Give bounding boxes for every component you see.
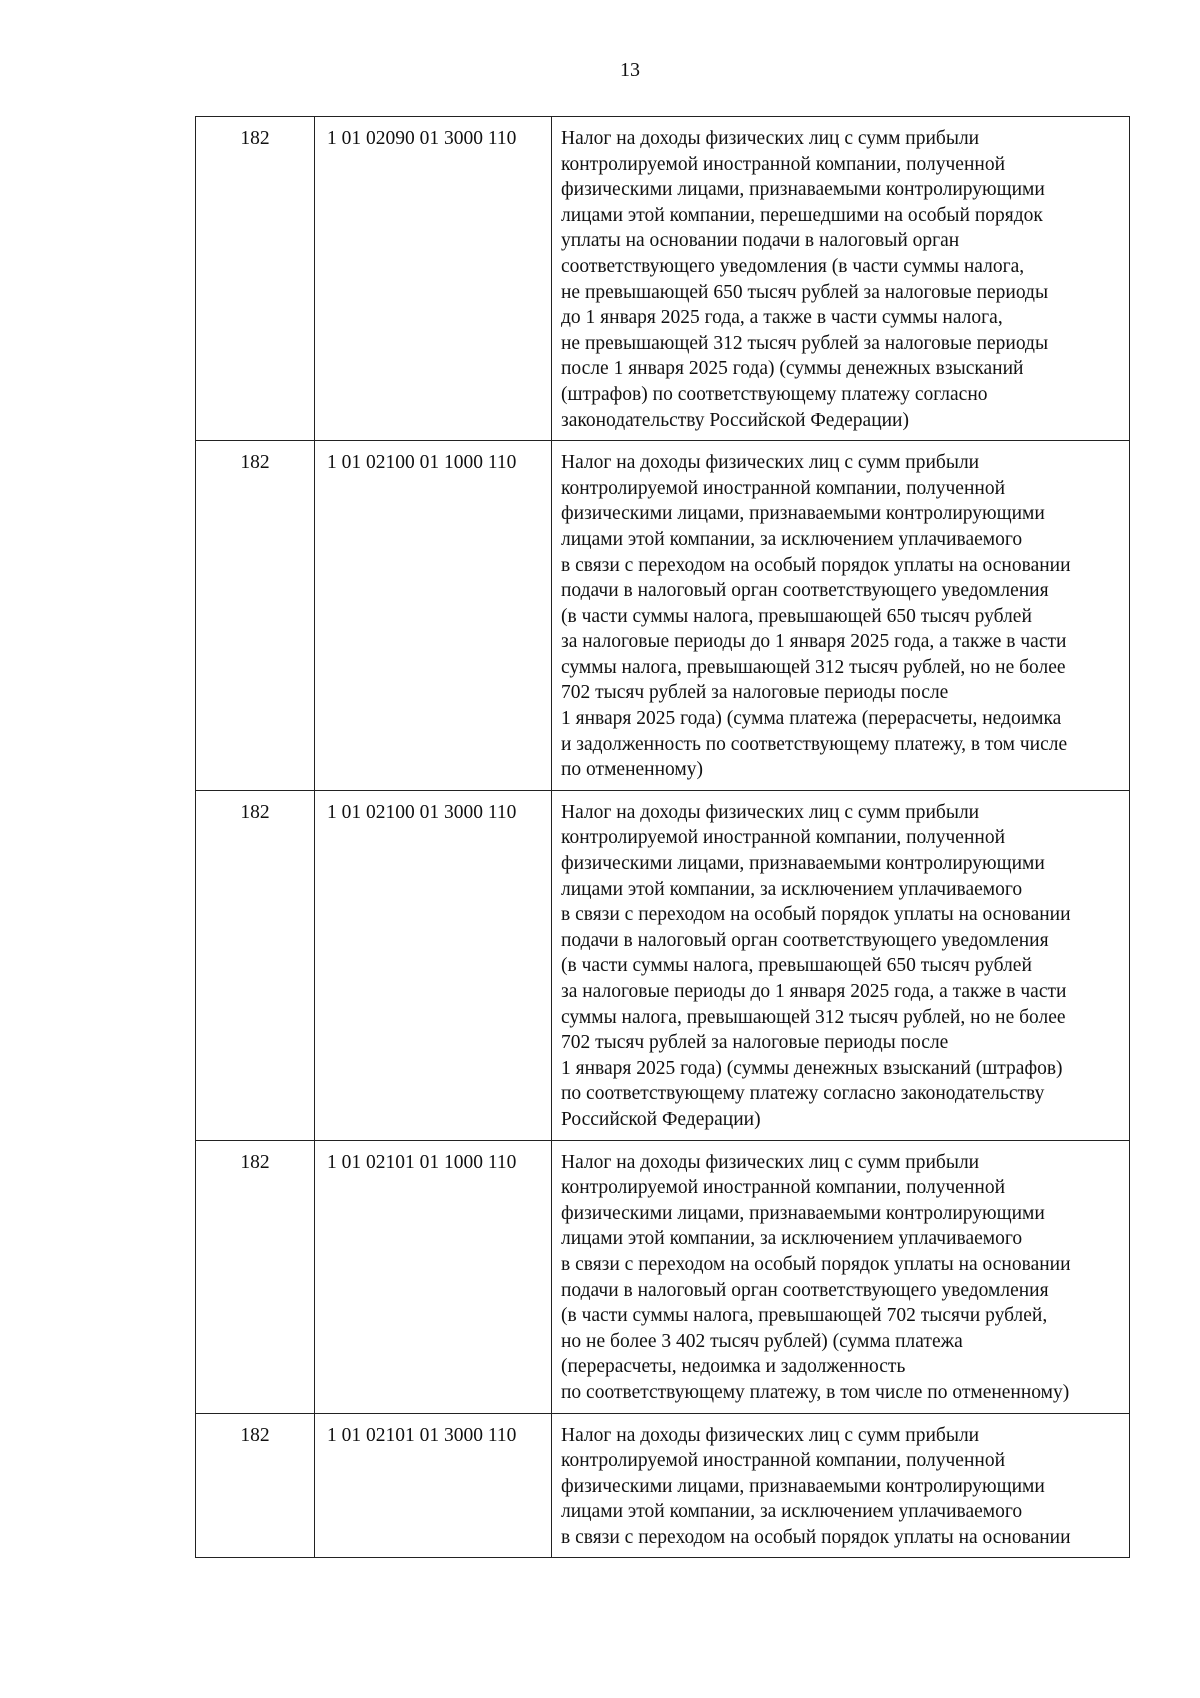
description-line: уплаты на основании подачи в налоговый орган: [561, 230, 960, 252]
admin-code-cell: 182: [196, 1140, 315, 1413]
description-line: подачи в налоговый орган соответствующего уведомления: [561, 580, 1049, 602]
description-line: не превышающей 312 тысяч рублей за налоговые периоды: [561, 332, 1049, 354]
table-body: [196, 117, 1130, 1558]
description-line: физическими лицами, признаваемыми контролирующими: [561, 503, 1045, 525]
description-line: не превышающей 650 тысяч рублей за налоговые периоды: [561, 281, 1049, 303]
description-line: соответствующего уведомления (в части суммы налога,: [561, 255, 1025, 277]
description-cell: [552, 1413, 1130, 1558]
description-line: (в части суммы налога, превышающей 650 тысяч рублей: [561, 955, 1032, 977]
description-line: по соответствующему платежу, в том числе по отмененному): [561, 1381, 1070, 1403]
description-line: в связи с переходом на особый порядок уплаты на основании: [561, 904, 1071, 926]
admin-code-cell: 182: [196, 117, 315, 441]
description-line: и задолженность по соответствующему платежу, в том числе: [561, 733, 1068, 755]
description-line: лицами этой компании, за исключением уплачиваемого: [561, 1228, 1023, 1250]
description-line: 1 января 2025 года) (суммы денежных взысканий (штрафов): [561, 1057, 1063, 1079]
description-line: лицами этой компании, за исключением уплачиваемого: [561, 878, 1023, 900]
description-line: (в части суммы налога, превышающей 650 тысяч рублей: [561, 605, 1032, 627]
kbk-code-cell: 1 01 02101 01 3000 110: [315, 1413, 552, 1558]
description-line: Налог на доходы физических лиц с сумм прибыли: [561, 128, 980, 149]
description-line: физическими лицами, признаваемыми контролирующими: [561, 1475, 1045, 1497]
description-line: лицами этой компании, за исключением уплачиваемого: [561, 528, 1023, 550]
description-line: в связи с переходом на особый порядок уплаты на основании: [561, 1526, 1071, 1548]
description-line: в связи с переходом на особый порядок уплаты на основании: [561, 554, 1071, 576]
page-number: 13: [620, 59, 640, 81]
description-line: 702 тысяч рублей за налоговые периоды после: [561, 682, 949, 704]
description-cell: [552, 1140, 1130, 1413]
description-line: подачи в налоговый орган соответствующего уведомления: [561, 1279, 1049, 1301]
description-line: подачи в налоговый орган соответствующего уведомления: [561, 929, 1049, 951]
admin-code-cell: 182: [196, 441, 315, 791]
description-line: Налог на доходы физических лиц с сумм прибыли: [561, 1424, 980, 1446]
description-line: лицами этой компании, за исключением уплачиваемого: [561, 1501, 1023, 1523]
description-line: суммы налога, превышающей 312 тысяч рублей, но не более: [561, 1006, 1066, 1028]
description-cell: [552, 117, 1130, 441]
table-row: [196, 790, 1130, 1140]
description-line: (штрафов) по соответствующему платежу согласно: [561, 383, 988, 405]
admin-code-cell: 182: [196, 790, 315, 1140]
table-row: [196, 117, 1130, 441]
description-line: контролируемой иностранной компании, полученной: [561, 477, 1006, 499]
description-line: 1 января 2025 года) (сумма платежа (перерасчеты, недоимка: [561, 708, 1062, 730]
description-line: физическими лицами, признаваемыми контролирующими: [561, 853, 1045, 875]
description-line: после 1 января 2025 года) (суммы денежных взысканий: [561, 358, 1024, 380]
description-line: законодательству Российской Федерации): [561, 409, 909, 431]
description-line: по соответствующему платежу согласно законодательству: [561, 1083, 1045, 1105]
description-line: Налог на доходы физических лиц с сумм прибыли: [561, 1151, 980, 1173]
description-line: за налоговые периоды до 1 января 2025 года, а также в части: [561, 631, 1067, 653]
kbk-code-cell: 1 01 02101 01 1000 110: [315, 1140, 552, 1413]
description-line: (в части суммы налога, превышающей 702 тысячи рублей,: [561, 1305, 1048, 1327]
description-line: но не более 3 402 тысяч рублей) (сумма платежа: [561, 1330, 963, 1352]
kbk-code-cell: 1 01 02090 01 3000 110: [315, 117, 552, 441]
description-cell: [552, 790, 1130, 1140]
description-line: физическими лицами, признаваемыми контролирующими: [561, 179, 1045, 201]
kbk-code-cell: 1 01 02100 01 1000 110: [315, 441, 552, 791]
description-line: контролируемой иностранной компании, полученной: [561, 1450, 1006, 1472]
description-line: 702 тысяч рублей за налоговые периоды после: [561, 1032, 949, 1054]
description-line: Российской Федерации): [561, 1108, 761, 1130]
description-line: контролируемой иностранной компании, полученной: [561, 153, 1006, 175]
description-line: контролируемой иностранной компании, полученной: [561, 1177, 1006, 1199]
description-line: Налог на доходы физических лиц с сумм прибыли: [561, 452, 980, 474]
description-line: (перерасчеты, недоимка и задолженность: [561, 1356, 906, 1378]
admin-code-cell: 182: [196, 1413, 315, 1558]
description-line: суммы налога, превышающей 312 тысяч рублей, но не более: [561, 656, 1066, 678]
description-line: по отмененному): [561, 759, 703, 781]
description-line: лицами этой компании, перешедшими на особый порядок: [561, 204, 1043, 226]
description-line: Налог на доходы физических лиц с сумм прибыли: [561, 801, 980, 823]
table-row: [196, 1140, 1130, 1413]
description-line: за налоговые периоды до 1 января 2025 года, а также в части: [561, 981, 1067, 1002]
description-line: контролируемой иностранной компании, полученной: [561, 827, 1006, 849]
description-line: физическими лицами, признаваемыми контролирующими: [561, 1202, 1045, 1224]
description-line: в связи с переходом на особый порядок уплаты на основании: [561, 1253, 1071, 1275]
description-cell: [552, 441, 1130, 791]
table-row: [196, 1413, 1130, 1558]
kbk-code-cell: 1 01 02100 01 3000 110: [315, 790, 552, 1140]
description-line: до 1 января 2025 года, а также в части суммы налога,: [561, 307, 1003, 329]
budget-classification-table: [195, 116, 1130, 1558]
table-row: [196, 441, 1130, 791]
